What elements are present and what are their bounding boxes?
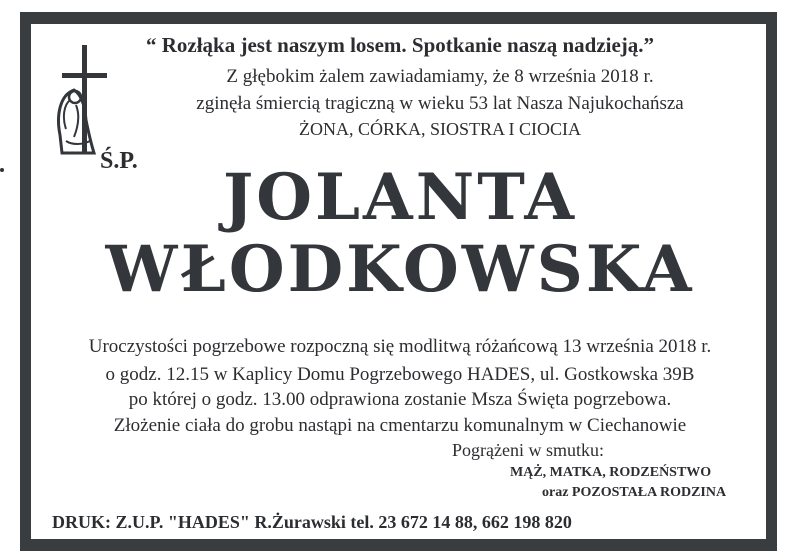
printer-credit: DRUK: Z.U.P. "HADES" R.Żurawski tel. 23 672 14 88, 662 198 820 [52,512,572,532]
ceremony-line-2: o godz. 12.15 w Kaplicy Domu Pogrzebowego HADES, ul. Gostkowska 39B [105,364,695,385]
ceremony-line-4: Złożenie ciała do grobu nastąpi na cmentarzu komunalnym w Ciechanowie [113,415,687,436]
deceased-last-name: WŁODKOWSKA [105,232,695,307]
mourners-heading: Pogrążeni w smutku: [452,440,604,460]
announcement-line-1: Z głębokim żalem zawiadamiamy, że 8 września 2018 r. [226,66,654,87]
announcement-line-3: ŻONA, CÓRKA, SIOSTRA I CIOCIA [298,119,581,139]
mourners-line-2: oraz POZOSTAŁA RODZINA [542,485,727,500]
sp-label: Ś.P. [100,148,138,174]
ceremony-line-3: po której o godz. 13.00 odprawiona zostanie Msza Święta pogrzebowa. [128,389,672,410]
deceased-first-name: JOLANTA [223,160,577,235]
motto: “ Rozłąka jest naszym losem. Spotkanie naszą nadzieją.” [145,33,655,57]
announcement-line-2: zginęła śmiercią tragiczną w wieku 53 lat Nasza Najukochańsza [196,93,684,114]
ceremony-line-1: Uroczystości pogrzebowe rozpoczną się modlitwą różańcową 13 września 2018 r. [88,336,712,357]
mourners-line-1: MĄŻ, MATKA, RODZEŃSTWO [510,465,712,480]
